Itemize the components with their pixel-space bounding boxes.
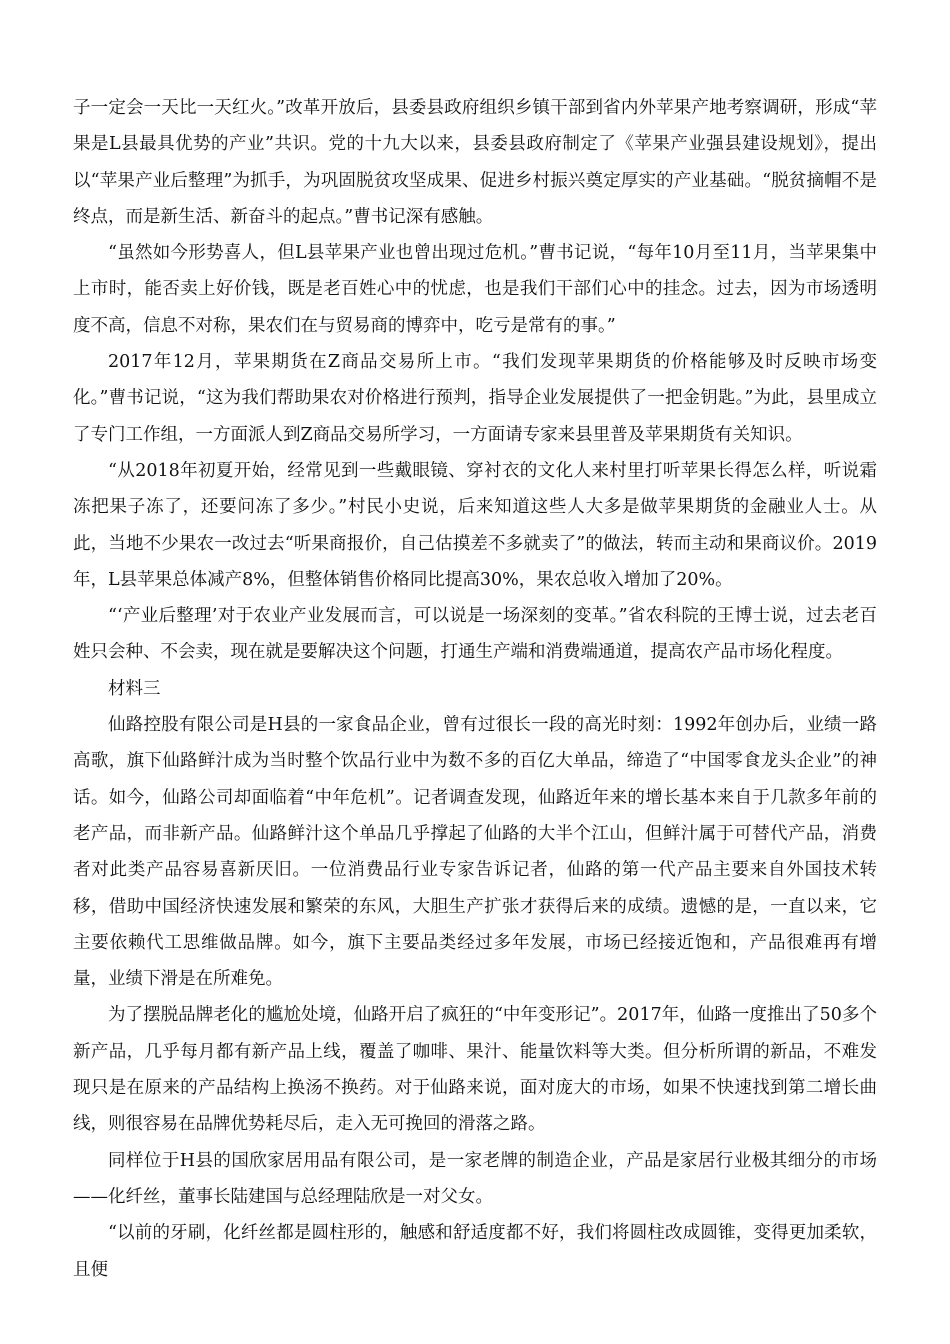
paragraph-crisis-quote: “虽然如今形势喜人，但L县苹果产业也曾出现过危机。”曹书记说，“每年10月至11月，当苹果集中上市时，能否卖上好价钱，既是老百姓心中的忧虑，也是我们干部们心中的挂念。过去，因为市场透明度不高，信息不对称，果农们在与贸易商的博弈中，吃亏是常有的事。” — [73, 243, 877, 336]
paragraph-toothbrush-quote: “以前的牙刷，化纤丝都是圆柱形的，触感和舒适度都不好，我们将圆柱改成圆锥，变得更加柔软，且便 — [73, 1223, 877, 1280]
paragraph-expert-quote: “‘产业后整理’对于农业产业发展而言，可以说是一场深刻的变革。”省农科院的王博士说，过去老百姓只会种、不会卖，现在就是要解决这个问题，打通生产端和消费端通道，提高农产品市场化程度。 — [73, 606, 877, 663]
paragraph-guoxin-company: 同样位于H县的国欣家居用品有限公司，是一家老牌的制造企业，产品是家居行业极其细分的市场——化纤丝，董事长陆建国与总经理陆欣是一对父女。 — [73, 1150, 877, 1207]
section-heading-material-three: 材料三 — [108, 678, 161, 699]
paragraph-xianlu-company: 仙路控股有限公司是H县的一家食品企业，曾有过很长一段的高光时刻：1992年创办后，业绩一路高歌，旗下仙路鲜汁成为当时整个饮品行业中为数不多的百亿大单品，缔造了“中国零食龙头企业”的神话。如今，仙路公司却面临着“中年危机”。记者调查发现，仙路近年来的增长基本来自于几款多年前的老产品，而非新产品。仙路鲜汁这个单品几乎撑起了仙路的大半个江山，但鲜汁属于可替代产品，消费者对此类产品容易喜新厌旧。一位消费品行业专家告诉记者，仙路的第一代产品主要来自外国技术转移，借助中国经济快速发展和繁荣的东风，大胆生产扩张才获得后来的成绩。遗憾的是，一直以来，它主要依赖代工思维做品牌。如今，旗下主要品类经过多年发展，市场已经接近饱和，产品很难再有增量，业绩下滑是在所难免。 — [73, 715, 877, 990]
paragraph-villager-quote: “从2018年初夏开始，经常见到一些戴眼镜、穿衬衣的文化人来村里打听苹果长得怎么样，听说霜冻把果子冻了，还要问冻了多少。”村民小史说，后来知道这些人大多是做苹果期货的金融业人士。从此，当地不少果农一改过去“听果商报价，自己估摸差不多就卖了”的做法，转而主动和果商议价。2019年，L县苹果总体减产8%，但整体销售价格同比提高30%，果农总收入增加了20%。 — [73, 460, 877, 590]
paragraph-xianlu-transformation: 为了摆脱品牌老化的尴尬处境，仙路开启了疯狂的“中年变形记”。2017年，仙路一度推出了50多个新产品，几乎每月都有新产品上线，覆盖了咖啡、果汁、能量饮料等大类。但分析所谓的新品，不难发现只是在原来的产品结构上换汤不换药。对于仙路来说，面对庞大的市场，如果不快速找到第二增长曲线，则很容易在品牌优势耗尽后，走入无可挽回的滑落之路。 — [73, 1005, 877, 1135]
paragraph-apple-futures: 2017年12月，苹果期货在Z商品交易所上市。“我们发现苹果期货的价格能够及时反映市场变化。”曹书记说，“这为我们帮助果农对价格进行预判，指导企业发展提供了一把金钥匙。”为此，县里成立了专门工作组，一方面派人到Z商品交易所学习，一方面请专家来县里普及苹果期货有关知识。 — [73, 352, 877, 445]
paragraph-continuation: 子一定会一天比一天红火。”改革开放后，县委县政府组织乡镇干部到省内外苹果产地考察调研，形成“苹果是L县最具优势的产业”共识。党的十九大以来，县委县政府制定了《苹果产业强县建设规划》，提出以“苹果产业后整理”为抓手，为巩固脱贫攻坚成果、促进乡村振兴奠定厚实的产业基础。“脱贫摘帽不是终点，而是新生活、新奋斗的起点。”曹书记深有感触。 — [73, 98, 877, 227]
